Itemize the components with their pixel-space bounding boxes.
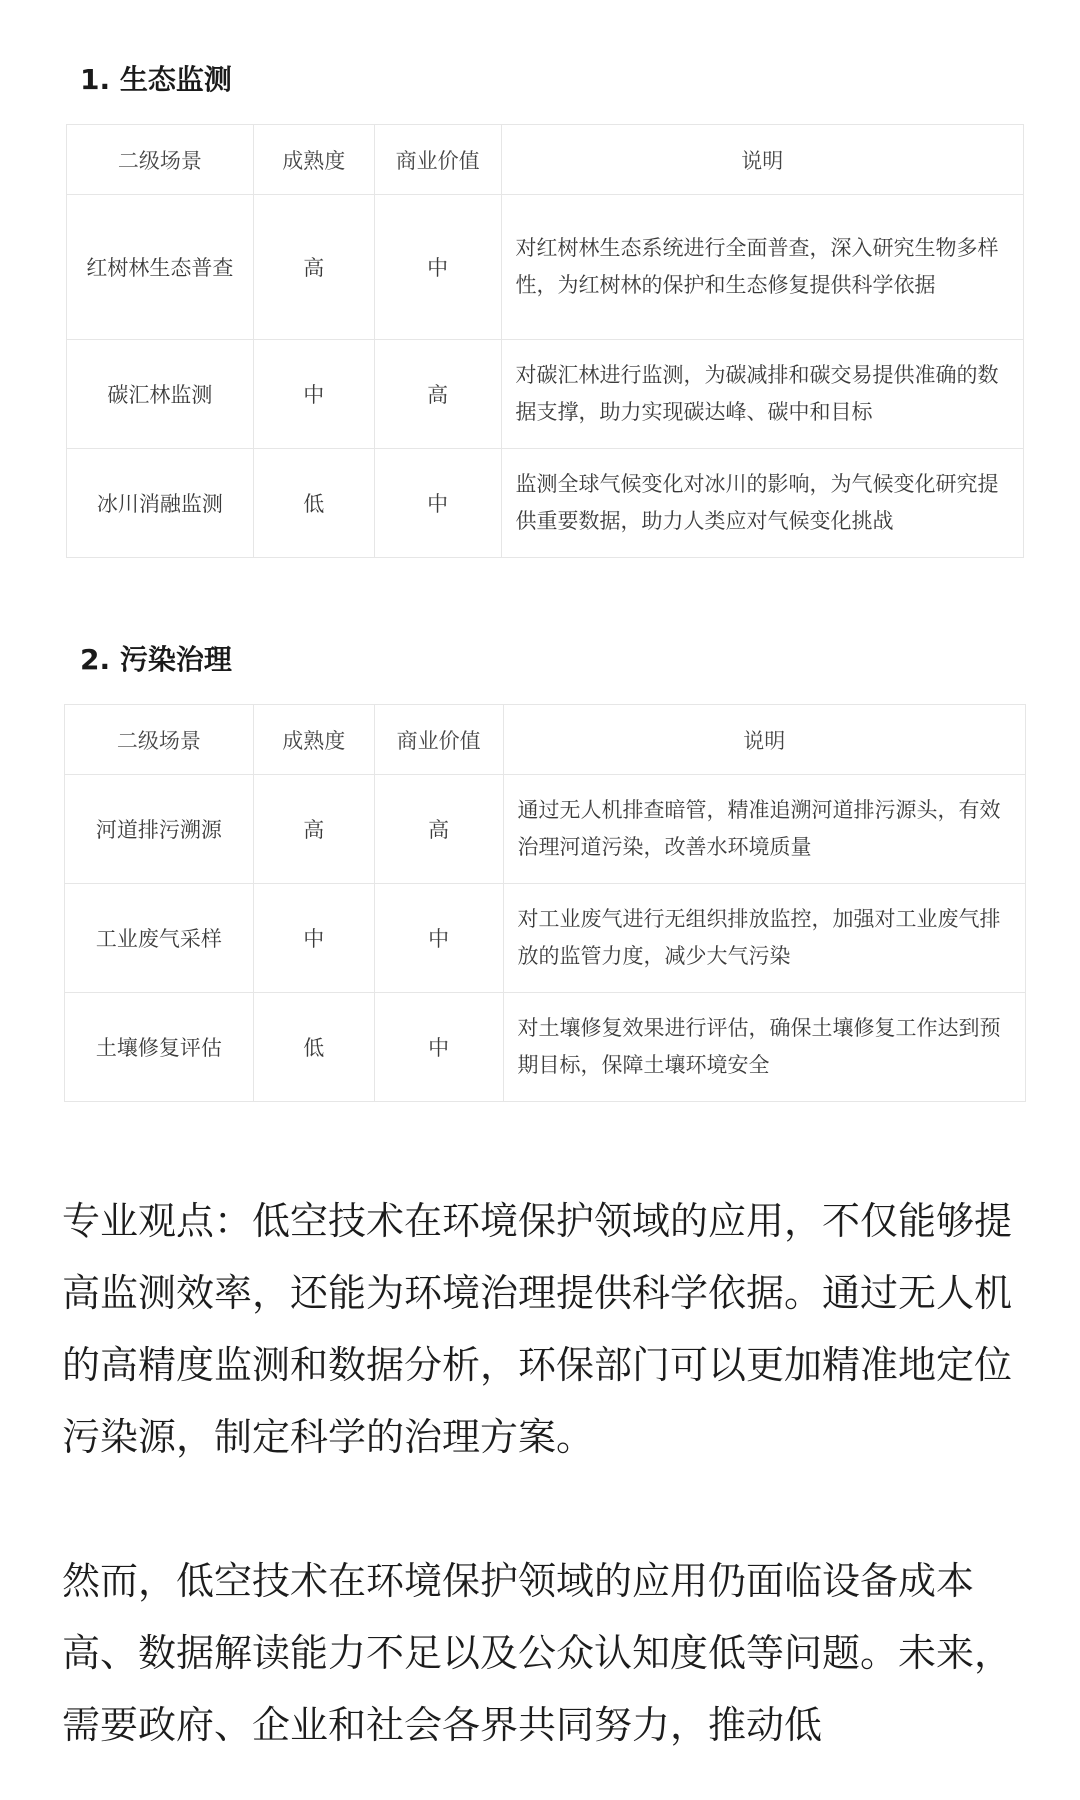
maturity-cell: 低	[253, 993, 374, 1102]
description-cell: 监测全球气候变化对冰川的影响，为气候变化研究提供重要数据，助力人类应对气候变化挑战	[501, 449, 1023, 558]
table-header-row	[65, 705, 1026, 775]
value-cell: 高	[374, 775, 503, 884]
expert-opinion-paragraph: 专业观点：低空技术在环境保护领域的应用，不仅能够提高监测效率，还能为环境治理提供科学依据。通过无人机的高精度监测和数据分析，环保部门可以更加精准地定位污染源，制定科学的治理方案。	[62, 1199, 1013, 1459]
header-scene: 二级场景	[67, 125, 254, 195]
table-row	[65, 884, 1026, 993]
value-cell: 高	[374, 340, 501, 449]
scene-cell: 工业废气采样	[65, 884, 254, 993]
maturity-cell: 高	[253, 195, 374, 340]
challenges-paragraph: 然而，低空技术在环境保护领域的应用仍面临设备成本高、数据解读能力不足以及公众认知度低等问题。未来，需要政府、企业和社会各界共同努力，推动低	[62, 1559, 1013, 1747]
header-maturity: 成熟度	[253, 125, 374, 195]
maturity-cell: 中	[253, 340, 374, 449]
description-cell: 对红树林生态系统进行全面普查，深入研究生物多样性，为红树林的保护和生态修复提供科学依据	[501, 195, 1023, 340]
scene-cell: 河道排污溯源	[65, 775, 254, 884]
section-title-pollution: 2. 污染治理	[80, 643, 232, 676]
ecology-monitoring-table	[66, 124, 1024, 558]
pollution-control-table	[64, 704, 1026, 1102]
section-title-ecology: 1. 生态监测	[80, 63, 232, 96]
value-cell: 中	[374, 884, 503, 993]
scene-cell: 碳汇林监测	[67, 340, 254, 449]
value-cell: 中	[374, 993, 503, 1102]
header-value: 商业价值	[374, 705, 503, 775]
maturity-cell: 中	[253, 884, 374, 993]
header-maturity: 成熟度	[253, 705, 374, 775]
header-description: 说明	[501, 125, 1023, 195]
table-header-row	[67, 125, 1024, 195]
scene-cell: 冰川消融监测	[67, 449, 254, 558]
header-scene: 二级场景	[65, 705, 254, 775]
header-description: 说明	[503, 705, 1025, 775]
description-cell: 通过无人机排查暗管，精准追溯河道排污源头，有效治理河道污染，改善水环境质量	[503, 775, 1025, 884]
table-row	[65, 993, 1026, 1102]
header-value: 商业价值	[374, 125, 501, 195]
table-row	[67, 195, 1024, 340]
maturity-cell: 低	[253, 449, 374, 558]
description-cell: 对碳汇林进行监测，为碳减排和碳交易提供准确的数据支撑，助力实现碳达峰、碳中和目标	[501, 340, 1023, 449]
value-cell: 中	[374, 195, 501, 340]
scene-cell: 红树林生态普查	[67, 195, 254, 340]
description-cell: 对土壤修复效果进行评估，确保土壤修复工作达到预期目标，保障土壤环境安全	[503, 993, 1025, 1102]
table-row	[67, 340, 1024, 449]
scene-cell: 土壤修复评估	[65, 993, 254, 1102]
maturity-cell: 高	[253, 775, 374, 884]
description-cell: 对工业废气进行无组织排放监控，加强对工业废气排放的监管力度，减少大气污染	[503, 884, 1025, 993]
table-row	[65, 775, 1026, 884]
table-row	[67, 449, 1024, 558]
value-cell: 中	[374, 449, 501, 558]
